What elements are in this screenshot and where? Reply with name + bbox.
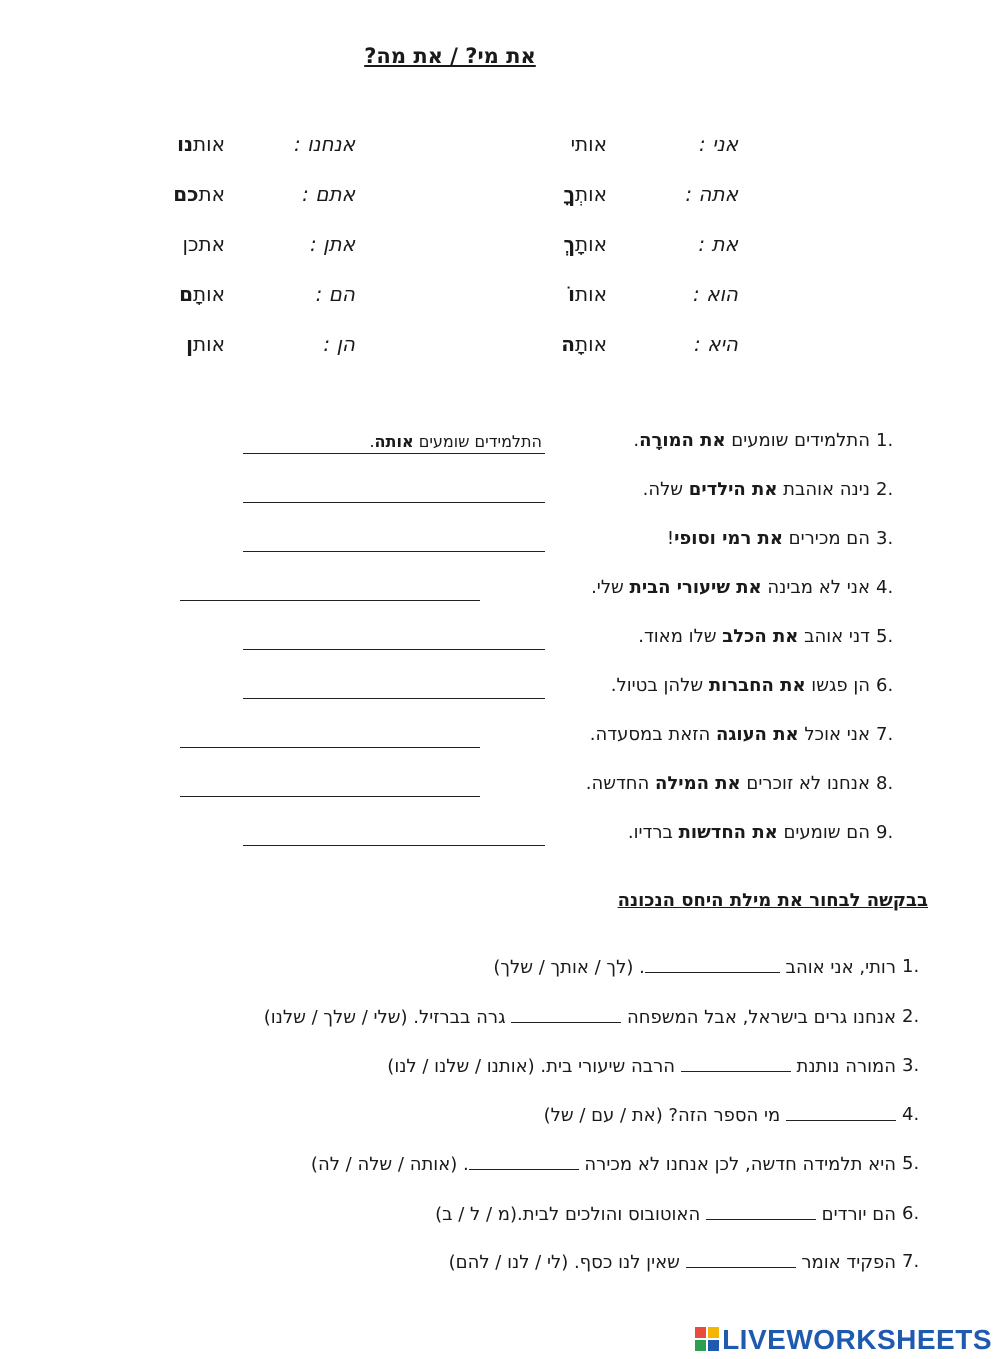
pronoun-label (294, 132, 355, 156)
item-number-text: 9. (876, 822, 894, 843)
object-stem: אותָ (575, 232, 607, 256)
object-pronoun (561, 332, 607, 356)
answer-blank[interactable] (786, 1104, 896, 1121)
object-suffix: וֹ (568, 282, 576, 306)
item-number (876, 430, 906, 451)
item-number (902, 1104, 932, 1125)
pronoun-text: הוא : (693, 282, 738, 306)
sentence-pre: נינה אוהבת (777, 479, 870, 500)
exercise-sentence (590, 724, 870, 745)
exercise-2-heading: בבקשה לבחור את מילת היחס הנכונה (617, 890, 928, 911)
item-number-text: 7. (902, 1251, 920, 1272)
sentence-part-b: שאין לנו כסף. (לי / לנו / להם) (448, 1252, 686, 1273)
sentence-part-b: . (אותה / שלה / לה) (310, 1154, 469, 1175)
sentence-pre: דני אוהב (798, 626, 870, 647)
answer-line[interactable] (243, 502, 545, 503)
liveworksheets-logo-icon (694, 1326, 720, 1352)
sentence-part-a: הם יורדים (815, 1204, 896, 1225)
pronoun-text: אתן : (309, 232, 355, 256)
item-number-text: 1. (902, 956, 920, 977)
object-stem: אותי (570, 132, 607, 156)
sentence-pre: התלמידים שומעים (725, 430, 870, 451)
item-number-text: 4. (876, 577, 894, 598)
item-number (876, 528, 906, 549)
object-stem: אתכן (182, 232, 225, 256)
exercise-sentence (493, 956, 896, 978)
pronoun-text: הם : (315, 282, 355, 306)
answer-blank[interactable] (645, 956, 780, 973)
object-pronoun (563, 182, 607, 206)
pronoun-label (316, 282, 355, 306)
sentence-post: ! (666, 528, 675, 549)
exercise-sentence (628, 822, 870, 843)
item-number-text: 6. (902, 1203, 920, 1224)
exercise-sentence (387, 1055, 896, 1077)
item-number-text: 1. (876, 430, 894, 451)
sentence-post: שלהן בטיול. (610, 675, 709, 696)
sentence-part-a: הפקיד אומר (795, 1252, 896, 1273)
exercise-sentence (586, 773, 870, 794)
object-stem: אות (193, 132, 225, 156)
object-suffix: ם (179, 282, 194, 306)
sentence-post: ברדיו. (627, 822, 679, 843)
item-number (902, 1203, 932, 1224)
sentence-pre: הם מכירים (782, 528, 870, 549)
pronoun-label (694, 332, 738, 356)
object-suffix: ךָ (563, 182, 576, 206)
example-answer (369, 432, 542, 451)
item-number (902, 1251, 932, 1272)
object-stem: אות (575, 282, 607, 306)
sentence-part-a: רותי, אני אוהב (779, 957, 896, 978)
object-suffix: ן (186, 332, 194, 356)
answer-blank[interactable] (706, 1203, 816, 1220)
item-number-text: 3. (902, 1055, 920, 1076)
item-number (876, 479, 906, 500)
pronoun-label (310, 232, 355, 256)
pronoun-text: הן : (323, 332, 355, 356)
exercise-sentence (638, 626, 870, 647)
item-number (876, 626, 906, 647)
page-title: את מי? / את מה? (364, 44, 536, 68)
answer-line[interactable] (243, 845, 545, 846)
sentence-post: שלי. (591, 577, 630, 598)
sentence-post: החדשה. (585, 773, 656, 794)
object-stem: אותְ (575, 182, 607, 206)
sentence-part-a: היא תלמידה חדשה, לכן אנחנו לא מכירה (578, 1154, 896, 1175)
exercise-sentence (311, 1153, 896, 1175)
sentence-bold: את המורָה (639, 430, 726, 451)
item-number-text: 2. (902, 1006, 920, 1027)
exercise-sentence (544, 1104, 896, 1126)
object-pronoun (568, 282, 607, 306)
sentence-part-b: . (לך / אותך / שלך) (493, 957, 645, 978)
sentence-bold: את שיעורי הבית (629, 577, 762, 598)
pronoun-text: אנחנו : (294, 132, 355, 156)
sentence-post: . (633, 430, 640, 451)
sentence-part-b: גרה בברזיל. (שלי / שלך / שלנו) (263, 1007, 512, 1028)
answer-line[interactable] (243, 698, 545, 699)
object-stem: אותָ (193, 282, 225, 306)
sentence-part-b: האוטובוס והולכים לבית.(מ / ל / ב) (435, 1204, 706, 1225)
object-pronoun (173, 182, 225, 206)
item-number-text: 6. (876, 675, 894, 696)
answer-bold: אותה (374, 432, 414, 451)
answer-pre: התלמידים שומעים (413, 432, 542, 451)
answer-blank[interactable] (469, 1153, 579, 1170)
answer-blank[interactable] (681, 1055, 791, 1072)
sentence-post: שלו מאוד. (638, 626, 723, 647)
object-pronoun (179, 282, 225, 306)
object-suffix: ה (561, 332, 576, 356)
item-number-text: 2. (876, 479, 894, 500)
sentence-pre: הן פגשו (805, 675, 870, 696)
pronoun-label (699, 132, 738, 156)
sentence-bold: את החברות (708, 675, 806, 696)
object-stem: את (198, 182, 225, 206)
object-pronoun (571, 132, 607, 156)
sentence-post: שלה. (642, 479, 689, 500)
object-pronoun (563, 232, 607, 256)
pronoun-text: אתה : (685, 182, 738, 206)
exercise-sentence (264, 1006, 896, 1028)
item-number (902, 1055, 932, 1076)
pronoun-label (323, 332, 355, 356)
answer-line[interactable] (243, 453, 545, 454)
pronoun-text: את : (698, 232, 738, 256)
pronoun-label (302, 182, 355, 206)
sentence-part-b: מי הספר הזה? (את / עם / של) (543, 1105, 786, 1126)
pronoun-label (693, 282, 738, 306)
item-number (876, 822, 906, 843)
exercise-sentence (435, 1203, 896, 1225)
object-suffix: כם (173, 182, 199, 206)
item-number-text: 5. (902, 1153, 920, 1174)
answer-line[interactable] (180, 747, 480, 748)
object-pronoun (177, 132, 225, 156)
answer-post: . (369, 432, 375, 451)
sentence-part-a: המורה נותנת (790, 1056, 896, 1077)
object-pronoun (186, 332, 225, 356)
sentence-pre: הם שומעים (777, 822, 870, 843)
item-number-text: 4. (902, 1104, 920, 1125)
object-suffix: ךְ (563, 232, 576, 256)
exercise-sentence (643, 479, 870, 500)
answer-blank[interactable] (511, 1006, 621, 1023)
sentence-post: הזאת במסעדה. (589, 724, 716, 745)
item-number-text: 3. (876, 528, 894, 549)
pronoun-label (685, 182, 738, 206)
sentence-bold: את החדשות (678, 822, 778, 843)
sentence-bold: את העוגה (715, 724, 799, 745)
item-number (876, 675, 906, 696)
sentence-bold: את הילדים (688, 479, 778, 500)
sentence-bold: את המילה (655, 773, 741, 794)
answer-line[interactable] (243, 649, 545, 650)
sentence-pre: אנחנו לא זוכרים (740, 773, 870, 794)
pronoun-text: היא : (693, 332, 738, 356)
item-number (902, 1153, 932, 1174)
object-pronoun (182, 232, 225, 256)
sentence-bold: את רמי וסופי (674, 528, 783, 549)
object-stem: אותָ (575, 332, 607, 356)
sentence-part-b: הרבה שיעורי בית. (אותנו / שלנו / לנו) (387, 1056, 681, 1077)
answer-line[interactable] (180, 796, 480, 797)
object-stem: אות (193, 332, 225, 356)
sentence-part-a: אנחנו גרים בישראל, אבל המשפחה (621, 1007, 896, 1028)
pronoun-label (698, 232, 738, 256)
object-suffix: נו (177, 132, 194, 156)
exercise-sentence (633, 430, 870, 451)
exercise-sentence (449, 1251, 896, 1273)
exercise-sentence (591, 577, 870, 598)
item-number (876, 724, 906, 745)
liveworksheets-logo: LIVEWORKSHEETS (722, 1324, 992, 1355)
item-number (902, 1006, 932, 1027)
exercise-sentence (667, 528, 870, 549)
sentence-bold: את הכלב (722, 626, 799, 647)
item-number (876, 773, 906, 794)
pronoun-text: אני : (699, 132, 738, 156)
pronoun-text: אתם : (302, 182, 355, 206)
sentence-pre: אני לא מבינה (761, 577, 870, 598)
sentence-pre: אני אוכל (798, 724, 870, 745)
answer-blank[interactable] (686, 1251, 796, 1268)
answer-line[interactable] (180, 600, 480, 601)
item-number (902, 956, 932, 977)
answer-line[interactable] (243, 551, 545, 552)
item-number-text: 7. (876, 724, 894, 745)
item-number-text: 5. (876, 626, 894, 647)
item-number-text: 8. (876, 773, 894, 794)
exercise-sentence (611, 675, 870, 696)
item-number (876, 577, 906, 598)
